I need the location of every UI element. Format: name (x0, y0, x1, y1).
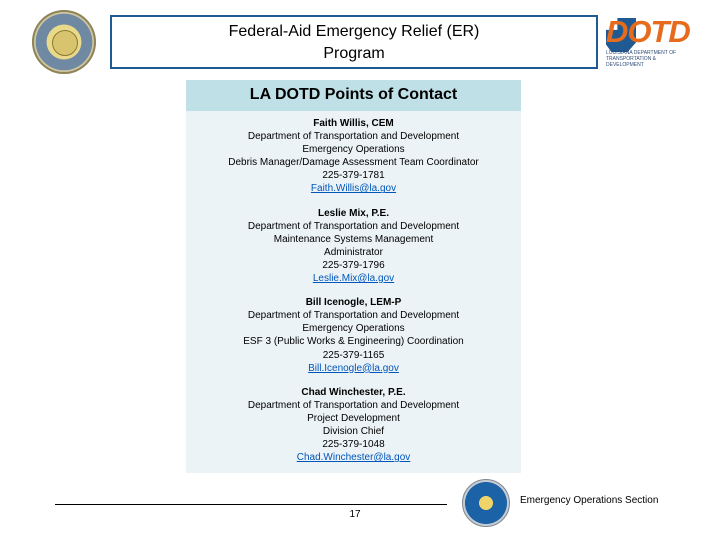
contact-department: Department of Transportation and Development (247, 131, 460, 143)
contact-department: Department of Transportation and Development (247, 399, 460, 411)
contact-department: Department of Transportation and Development (247, 220, 460, 232)
contact-card (186, 204, 521, 286)
contact-name: Bill Icenogle, LEM-P (305, 297, 402, 309)
contact-role-line-2: Debris Manager/Damage Assessment Team Coordinator (228, 157, 479, 169)
contact-card (186, 293, 521, 375)
contact-role-line-2: Division Chief (322, 425, 385, 437)
louisiana-seal-logo (32, 10, 96, 74)
dotd-logo-text: DOTD (606, 14, 690, 49)
contact-email-link[interactable]: Bill.Icenogle@la.gov (308, 362, 399, 374)
contact-phone: 225-379-1781 (322, 170, 385, 182)
contact-card (186, 383, 521, 465)
slide-title-line-2: Program (323, 45, 385, 62)
contact-role-line-1: Maintenance Systems Management (273, 233, 434, 245)
contact-role-line-1: Project Development (307, 412, 400, 424)
footer-divider (55, 504, 447, 505)
panel-header: LA DOTD Points of Contact (186, 80, 521, 111)
contact-list (186, 111, 521, 464)
seal-center-icon (52, 30, 78, 56)
contact-role-line-1: Emergency Operations (302, 144, 405, 156)
slide-title (110, 15, 598, 69)
contact-card (186, 114, 521, 196)
contact-email-link[interactable]: Chad.Winchester@la.gov (296, 452, 411, 464)
contact-email-link[interactable]: Leslie.Mix@la.gov (312, 273, 395, 285)
contact-name: Leslie Mix, P.E. (318, 207, 389, 219)
dotd-logo-subtitle: LOUISIANA DEPARTMENT OF TRANSPORTATION & DEVELOPMENT (606, 50, 677, 68)
contact-name: Chad Winchester, P.E. (301, 386, 406, 398)
contact-phone: 225-379-1165 (322, 349, 385, 361)
contact-email-link[interactable]: Faith.Willis@la.gov (310, 183, 397, 195)
contact-phone: 225-379-1048 (322, 439, 385, 451)
contact-department: Department of Transportation and Development (247, 310, 460, 322)
contact-role-line-2: Administrator (324, 246, 383, 258)
contact-name: Faith Willis, CEM (313, 118, 394, 129)
footer-section-label: Emergency Operations Section (520, 495, 659, 506)
contact-panel (186, 80, 521, 473)
contact-role-line-1: Emergency Operations (302, 323, 405, 335)
emergency-operations-emblem (462, 479, 510, 527)
slide-title-line-1: Federal-Aid Emergency Relief (ER) (228, 23, 480, 40)
page-number: 17 (349, 509, 361, 520)
dotd-logo (606, 16, 694, 74)
contact-phone: 225-379-1796 (322, 259, 385, 271)
contact-role-line-2: ESF 3 (Public Works & Engineering) Coordination (243, 336, 464, 348)
